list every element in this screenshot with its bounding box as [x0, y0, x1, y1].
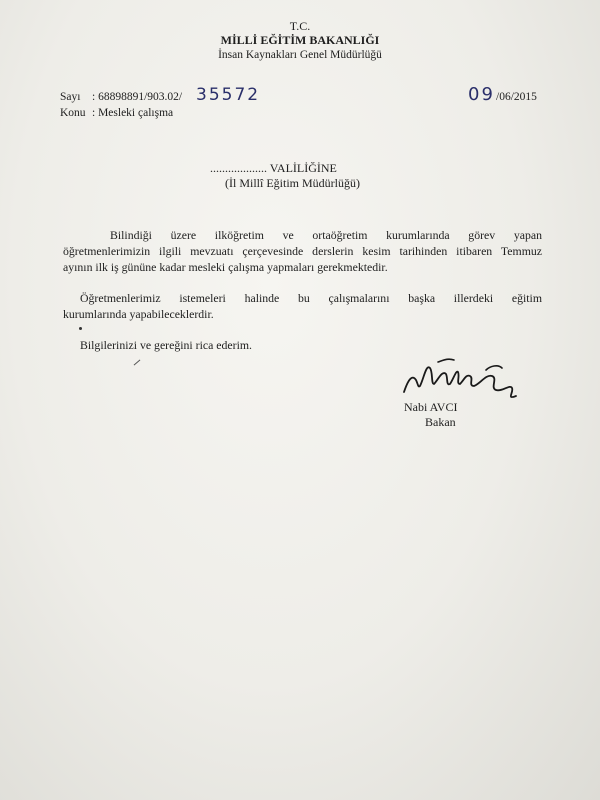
- sayi-value: : 68898891/903.02/: [92, 91, 183, 103]
- stray-mark: [79, 327, 82, 330]
- sayi-label: Sayı: [60, 91, 81, 103]
- signatory-name: Nabi AVCI: [404, 400, 458, 414]
- paragraph-2-line-2: kurumlarında yapabileceklerdir.: [63, 307, 214, 321]
- recipient-line1: ................... VALİLİĞİNE: [210, 161, 337, 175]
- header-ministry: MİLLİ EĞİTİM BAKANLIĞI: [220, 33, 380, 47]
- recipient-line2: (İl Millî Eğitim Müdürlüğü): [225, 176, 360, 190]
- header-department: İnsan Kaynakları Genel Müdürlüğü: [218, 49, 382, 61]
- date-handwritten-day: 09: [468, 84, 495, 105]
- paragraph-2-line-1: Öğretmenlerimiz istemeleri halinde bu çalışmalarını başka illerdeki eğitim: [80, 291, 542, 305]
- stray-mark: [134, 360, 141, 366]
- konu-value: : Mesleki çalışma: [92, 107, 174, 119]
- header-country: T.C.: [289, 19, 311, 33]
- konu-label: Konu: [60, 107, 86, 119]
- signatory-title: Bakan: [425, 415, 456, 429]
- date-printed: /06/2015: [496, 91, 537, 103]
- paragraph-1-line-3: ayının ilk iş gününe kadar mesleki çalışma yapmaları gerekmektedir.: [63, 260, 388, 274]
- paragraph-1-line-2: öğretmenlerimizin ilgili mevzuatı çerçevesinde derslerin kesim tarihinden itibaren Temmuz: [63, 244, 542, 258]
- paragraph-3: Bilgilerinizi ve gereğini rica ederim.: [80, 338, 252, 352]
- sayi-handwritten-number: 35572: [196, 85, 261, 105]
- paragraph-1-line-1: Bilindiği üzere ilköğretim ve ortaöğretim kurumlarında görev yapan: [110, 228, 542, 242]
